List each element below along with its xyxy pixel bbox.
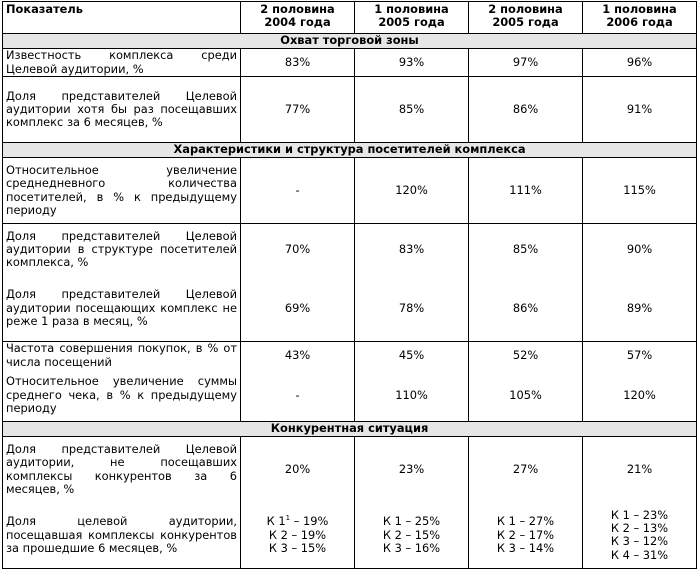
competitor-cell [241,503,355,569]
competitor-line: К 2 – 15% [382,527,441,542]
cell-value: 96% [583,49,697,77]
col-header-2h-2004: 2 половина 2004 года [241,2,355,34]
header-row [3,2,697,34]
cell-value: 20% [241,437,355,503]
cell-value: 43% [241,342,355,370]
table-row [3,224,697,276]
cell-value: 91% [583,77,697,143]
row-label: Доля представителей Целевой аудитории в структуре посетителей комплекса, % [3,224,241,276]
competitor-line: К 4 – 31% [610,547,669,562]
row-label: Известность комплекса среди Целевой аудитории, % [3,49,241,77]
col-header-1h-2005: 1 половина 2005 года [355,2,469,34]
table-row [3,158,697,224]
cell-value: 27% [469,437,583,503]
competitor-cell [355,503,469,569]
competitor-k1: К 1 [266,514,286,529]
cell-value: - [241,158,355,224]
competitor-k1-value: – 19% [290,514,329,529]
cell-value: 97% [469,49,583,77]
table-row [3,370,697,422]
competitor-line: К 3 – 12% [610,534,669,549]
cell-value: 78% [355,276,469,342]
cell-value: - [241,370,355,422]
row-label: Частота совершения покупок, в % от числа посещений [3,342,241,370]
competitor-line: К 2 – 17% [496,527,555,542]
section-title-visitors: Характеристики и структура посетителей комплекса [3,143,697,158]
cell-value: 120% [583,370,697,422]
competitor-cell [469,503,583,569]
competitor-cell [583,503,697,569]
cell-value: 85% [469,224,583,276]
cell-value: 70% [241,224,355,276]
cell-value: 105% [469,370,583,422]
row-label: Относительное увеличение суммы среднего чека, в % к предыдущему периоду [3,370,241,422]
cell-value: 83% [355,224,469,276]
competitor-line: К 2 – 13% [610,520,669,535]
row-label: Доля представителей Целевой аудитории хотя бы раз посещавших комплекс за 6 месяцев, % [3,77,241,143]
cell-value: 45% [355,342,469,370]
competitor-line: К 3 – 15% [268,540,327,555]
competitor-line: К 3 – 14% [496,540,555,555]
cell-value: 69% [241,276,355,342]
competitor-line: К 1 – 25% [382,514,441,529]
section-row [3,143,697,158]
row-label: Доля представителей Целевой аудитории, не посещавших комплексы конкурентов за 6 месяцев, % [3,437,241,503]
table-row [3,276,697,342]
cell-value: 93% [355,49,469,77]
cell-value: 89% [583,276,697,342]
section-row [3,34,697,49]
cell-value: 83% [241,49,355,77]
col-header-1h-2006: 1 половина 2006 года [583,2,697,34]
cell-value: 90% [583,224,697,276]
cell-value: 52% [469,342,583,370]
competitor-line [244,515,351,528]
table-row [3,437,697,503]
competitor-line: К 3 – 16% [382,540,441,555]
row-label: Доля представителей Целевой аудитории посещающих комплекс не реже 1 раза в месяц, % [3,276,241,342]
row-label: Относительное увеличение среднедневного количества посетителей, в % к предыдущему периоду [3,158,241,224]
cell-value: 77% [241,77,355,143]
cell-value: 23% [355,437,469,503]
competitor-line: К 1 – 27% [496,514,555,529]
cell-value: 120% [355,158,469,224]
competitor-line: К 2 – 19% [268,527,327,542]
footnote-mark: 1 [285,514,291,523]
table-row [3,503,697,569]
col-header-2h-2005: 2 половина 2005 года [469,2,583,34]
cell-value: 85% [355,77,469,143]
cell-value: 86% [469,77,583,143]
table-row [3,342,697,370]
section-title-coverage: Охват торговой зоны [3,34,697,49]
section-title-competition: Конкурентная ситуация [3,422,697,437]
table-row [3,49,697,77]
cell-value: 115% [583,158,697,224]
cell-value: 57% [583,342,697,370]
indicators-table [2,1,697,569]
cell-value: 111% [469,158,583,224]
table-row [3,77,697,143]
cell-value: 21% [583,437,697,503]
cell-value: 110% [355,370,469,422]
section-row [3,422,697,437]
cell-value: 86% [469,276,583,342]
competitor-line: К 1 – 23% [610,507,669,522]
row-label: Доля целевой аудитории, посещавшая комплексы конкурентов за прошедшие 6 месяцев, % [3,503,241,569]
col-header-indicator: Показатель [3,2,241,34]
